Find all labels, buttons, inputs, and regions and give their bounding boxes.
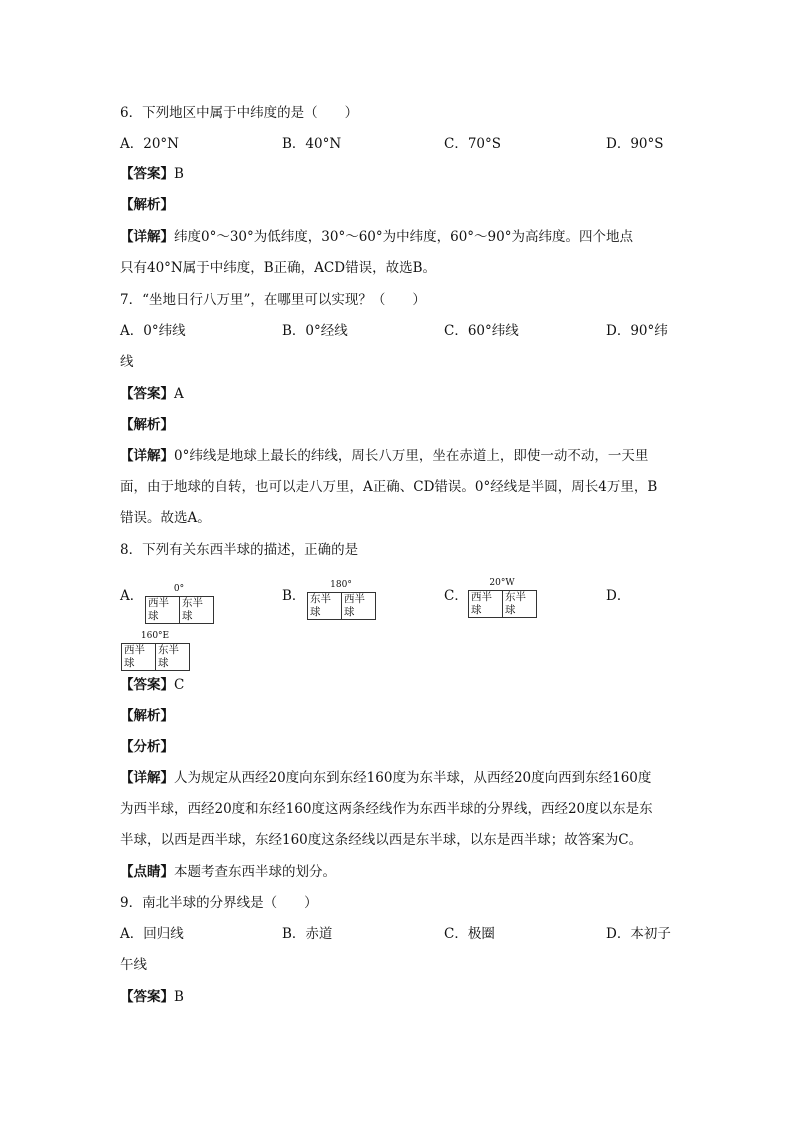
hemisphere-left: 西半球 [124,644,145,669]
answer-tag: 【答案】 [120,386,174,402]
q7-option-a: A．0°纬线 [120,323,186,339]
q8-dianjing [120,862,336,882]
q6-detail-line-1 [120,227,633,247]
q8-option-d-letter: D． [606,588,631,604]
answer-value: B [174,166,184,182]
detail-tag: 【详解】 [120,770,174,786]
q9-option-wrap: 午线 [120,957,147,973]
q6-option-a: A．20°N [120,136,179,152]
q7-option-wrap: 线 [120,354,134,370]
q9-answer [120,987,184,1007]
q6-option-c: C．70°S [444,136,502,152]
meridian-label: 20°W [489,578,515,588]
q8-option-a-letter: A． [120,588,144,604]
detail-text: 0°纬线是地球上最长的纬线，周长八万里，坐在赤道上，即使一动不动，一天里 [174,448,649,464]
q8-detail-line-2: 为西半球，西经20度和东经160度这两条经线作为东西半球的分界线，西经20度以东是东 [120,801,653,817]
q8-diagram-a [144,584,214,622]
q8-stem: 8．下列有关东西半球的描述，正确的是 [120,542,359,558]
q9-stem: 9．南北半球的分界线是（ ） [120,895,318,911]
q6-stem: 6．下列地区中属于中纬度的是（ ） [120,105,359,121]
hemisphere-left: 东半球 [310,593,331,618]
meridian-label: 0° [173,584,185,594]
q6-option-d: D．90°S [606,136,664,152]
answer-value: A [174,386,184,402]
detail-tag: 【详解】 [120,229,174,245]
q7-stem: 7．“坐地日行八万里”，在哪里可以实现？（ ） [120,292,426,308]
answer-tag: 【答案】 [120,989,174,1005]
answer-value: C [174,677,185,693]
q8-diagram-b [306,580,376,618]
answer-tag: 【答案】 [120,677,174,693]
dianjing-tag: 【点睛】 [120,864,174,880]
q8-option-b-letter: B． [282,588,306,604]
detail-tag: 【详解】 [120,448,174,464]
q6-analysis-tag: 【解析】 [120,197,174,213]
q8-detail-line-3: 半球，以西是西半球，东经160度这条经线以西是东半球，以东是西半球；故答案为C。 [120,832,643,848]
q7-option-d: D．90°纬 [606,323,668,339]
hemisphere-right: 东半球 [502,591,536,617]
q7-option-b: B．0°经线 [282,323,348,339]
q8-fenxi-tag: 【分析】 [120,739,174,755]
q9-option-c: C．极圈 [444,926,495,942]
q9-option-a: A．回归线 [120,926,184,942]
q9-option-d: D．本初子 [606,926,671,942]
q8-diagram-c [467,578,537,616]
meridian-label: 160°E [140,631,170,641]
detail-text: 人为规定从西经20度向东到东经160度为东半球，从西经20度向西到东经160度 [174,770,652,786]
q8-analysis-tag: 【解析】 [120,708,174,724]
hemisphere-right: 东半球 [179,597,213,623]
hemisphere-right: 西半球 [341,593,375,619]
q6-detail-line-2: 只有40°N属于中纬度，B正确，ACD错误，故选B。 [120,260,436,276]
meridian-label: 180° [330,580,352,590]
answer-tag: 【答案】 [120,166,174,182]
q7-detail-line-3: 错误。故选A。 [120,510,211,526]
q7-option-c: C．60°纬线 [444,323,519,339]
hemisphere-left: 西半球 [471,591,492,616]
q8-option-c-letter: C． [444,588,468,604]
q8-diagram-d [120,631,190,669]
q7-detail-line-2: 面，由于地球的自转，也可以走八万里，A正确、CD错误。0°经线是半圆，周长4万里，B [120,479,658,495]
answer-value: B [174,989,184,1005]
detail-text: 纬度0°～30°为低纬度，30°～60°为中纬度，60°～90°为高纬度。四个地点 [174,229,633,245]
dianjing-text: 本题考查东西半球的划分。 [174,864,336,880]
q8-detail-line-1 [120,768,651,788]
hemisphere-right: 东半球 [155,644,189,670]
q8-answer [120,675,184,695]
q9-option-b: B．赤道 [282,926,333,942]
q6-answer [120,164,184,184]
hemisphere-left: 西半球 [148,597,169,622]
q7-answer [120,384,184,404]
q7-detail-line-1 [120,446,648,466]
q7-analysis-tag: 【解析】 [120,417,174,433]
q6-option-b: B．40°N [282,136,342,152]
